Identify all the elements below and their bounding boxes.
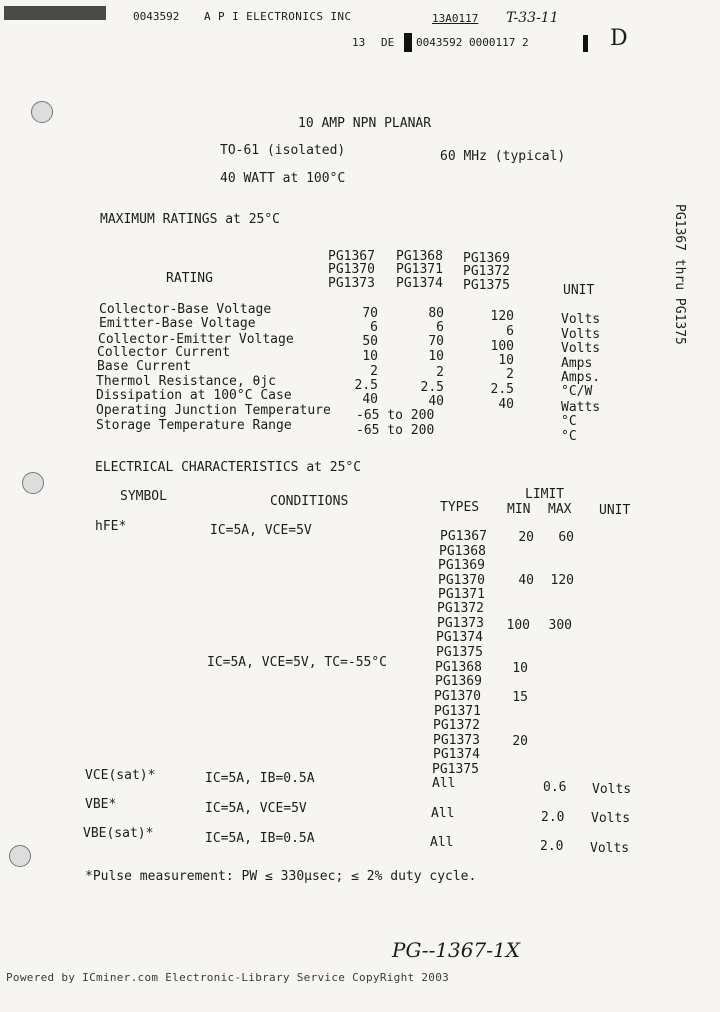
part-col1-row1: PG1367 bbox=[328, 249, 375, 264]
rating-name: Collector Current bbox=[97, 345, 231, 360]
rating-value: 2.5 bbox=[490, 382, 514, 397]
scan-artifact bbox=[4, 6, 106, 20]
rating-name: Collector-Emitter Voltage bbox=[98, 332, 294, 347]
vbe-sat-unit: Volts bbox=[590, 841, 630, 856]
rating-value: 100 bbox=[490, 339, 514, 354]
vce-sat-unit: Volts bbox=[592, 782, 632, 797]
header-doc-code: 13A0117 bbox=[432, 12, 479, 25]
hfe-min: 20 bbox=[512, 734, 528, 749]
rating-value: 70 bbox=[362, 306, 378, 321]
rating-value: 6 bbox=[436, 320, 444, 335]
col-min: MIN bbox=[507, 502, 531, 517]
header-codes: 0043592 0000117 2 bbox=[416, 36, 529, 49]
header-bar bbox=[583, 35, 588, 52]
header-de: DE bbox=[381, 36, 395, 49]
header-handwritten: T-33-11 bbox=[506, 10, 559, 26]
rating-header: RATING bbox=[166, 271, 213, 286]
type-item: PG1371 bbox=[434, 704, 481, 719]
rating-range: -65 to 200 bbox=[356, 408, 435, 423]
type-item: PG1370 bbox=[434, 689, 481, 704]
footer-credit: Powered by ICminer.com Electronic-Library Service CopyRight 2003 bbox=[6, 971, 450, 984]
rating-unit: °C bbox=[561, 414, 577, 429]
type-item: PG1369 bbox=[435, 674, 482, 689]
part-col3-row3: PG1375 bbox=[463, 278, 510, 293]
header-mark: D bbox=[610, 26, 628, 51]
part-col1-row2: PG1370 bbox=[328, 262, 375, 277]
max-ratings-heading: MAXIMUM RATINGS at 25°C bbox=[100, 212, 281, 227]
rating-name: Collector-Base Voltage bbox=[99, 302, 272, 317]
rating-unit: Volts bbox=[561, 312, 601, 327]
part-col1-row3: PG1373 bbox=[328, 276, 375, 291]
vce-sat-max: 0.6 bbox=[543, 780, 567, 795]
vbe-sat-type: All bbox=[430, 835, 454, 850]
rating-name: Storage Temperature Range bbox=[96, 418, 292, 433]
rating-value: 50 bbox=[362, 334, 378, 349]
vbe-sat-condition: IC=5A, IB=0.5A bbox=[205, 831, 315, 846]
vbe-unit: Volts bbox=[591, 811, 631, 826]
type-item: PG1372 bbox=[437, 601, 484, 616]
part-col2-row2: PG1371 bbox=[396, 262, 443, 277]
hfe-min: 40 bbox=[518, 573, 534, 588]
punch-hole-icon bbox=[22, 472, 44, 494]
part-col3-row2: PG1372 bbox=[463, 264, 510, 279]
hfe-min: 100 bbox=[506, 618, 530, 633]
hfe-condition-1: IC=5A, VCE=5V bbox=[210, 523, 312, 538]
rating-value: 70 bbox=[428, 334, 444, 349]
hfe-condition-2: IC=5A, VCE=5V, TC=-55°C bbox=[207, 655, 388, 670]
title-main: 10 AMP NPN PLANAR bbox=[298, 116, 432, 131]
side-part-range: PG1367 thru PG1375 bbox=[672, 204, 687, 345]
title-frequency: 60 MHz (typical) bbox=[440, 149, 566, 164]
vbe-condition: IC=5A, VCE=5V bbox=[205, 801, 307, 816]
type-item: PG1368 bbox=[439, 544, 486, 559]
vbe-symbol: VBE* bbox=[85, 797, 117, 812]
pulse-note: *Pulse measurement: PW ≤ 330µsec; ≤ 2% duty cycle. bbox=[85, 869, 477, 884]
type-item: PG1374 bbox=[433, 747, 480, 762]
rating-value: 6 bbox=[506, 324, 514, 339]
elec-heading: ELECTRICAL CHARACTERISTICS at 25°C bbox=[95, 460, 362, 475]
rating-value: 10 bbox=[498, 353, 514, 368]
col-max: MAX bbox=[548, 502, 572, 517]
punch-hole-icon bbox=[9, 845, 31, 867]
hfe-max: 120 bbox=[550, 573, 574, 588]
type-item: PG1370 bbox=[438, 573, 485, 588]
type-item: PG1373 bbox=[433, 733, 480, 748]
hfe-min: 20 bbox=[518, 530, 534, 545]
rating-value: 2 bbox=[370, 364, 378, 379]
rating-value: 120 bbox=[490, 309, 514, 324]
part-col2-row3: PG1374 bbox=[396, 276, 443, 291]
rating-value: 2 bbox=[506, 367, 514, 382]
rating-value: 40 bbox=[428, 394, 444, 409]
rating-range: -65 to 200 bbox=[356, 423, 435, 438]
hfe-min: 10 bbox=[512, 661, 528, 676]
rating-unit: Volts bbox=[561, 327, 601, 342]
rating-unit: °C/W bbox=[561, 384, 593, 399]
rating-value: 40 bbox=[498, 397, 514, 412]
handwritten-part: PG--1367-1X bbox=[392, 938, 520, 962]
header-company: A P I ELECTRONICS INC bbox=[204, 10, 352, 23]
header-num: 13 bbox=[352, 36, 366, 49]
rating-value: 2 bbox=[436, 365, 444, 380]
rating-name: Thermol Resistance, θjc bbox=[96, 374, 277, 389]
vbe-sat-symbol: VBE(sat)* bbox=[83, 826, 154, 841]
header-code-left: 0043592 bbox=[133, 10, 180, 23]
rating-unit: Amps. bbox=[561, 370, 601, 385]
rating-unit: Amps bbox=[561, 356, 593, 371]
type-item: PG1371 bbox=[438, 587, 485, 602]
rating-value: 2.5 bbox=[420, 380, 444, 395]
type-item: PG1367 bbox=[440, 529, 487, 544]
type-item: PG1369 bbox=[438, 558, 485, 573]
rating-value: 40 bbox=[362, 392, 378, 407]
hfe-max: 60 bbox=[558, 530, 574, 545]
rating-value: 6 bbox=[370, 320, 378, 335]
punch-hole-icon bbox=[31, 101, 53, 123]
rating-value: 10 bbox=[428, 349, 444, 364]
hfe-min: 15 bbox=[512, 690, 528, 705]
vce-sat-condition: IC=5A, IB=0.5A bbox=[205, 771, 315, 786]
rating-value: 2.5 bbox=[354, 378, 378, 393]
vce-sat-symbol: VCE(sat)* bbox=[85, 768, 156, 783]
hfe-max: 300 bbox=[548, 618, 572, 633]
col-unit: UNIT bbox=[599, 503, 631, 518]
type-item: PG1368 bbox=[435, 660, 482, 675]
vbe-sat-max: 2.0 bbox=[540, 839, 564, 854]
rating-unit: Volts bbox=[561, 341, 601, 356]
col-types: TYPES bbox=[440, 500, 480, 515]
vbe-type: All bbox=[431, 806, 455, 821]
rating-name: Emitter-Base Voltage bbox=[99, 316, 256, 331]
rating-name: Operating Junction Temperature bbox=[96, 403, 331, 418]
title-power: 40 WATT at 100°C bbox=[220, 171, 346, 186]
unit-header: UNIT bbox=[563, 283, 595, 298]
type-item: PG1372 bbox=[433, 718, 480, 733]
col-symbol: SYMBOL bbox=[120, 489, 167, 504]
type-item: PG1373 bbox=[437, 616, 484, 631]
vce-sat-type: All bbox=[432, 776, 456, 791]
type-item: PG1375 bbox=[432, 762, 479, 777]
hfe-symbol: hFE* bbox=[95, 519, 127, 534]
rating-unit: Watts bbox=[561, 400, 601, 415]
title-package: TO-61 (isolated) bbox=[220, 143, 346, 158]
type-item: PG1374 bbox=[436, 630, 483, 645]
rating-name: Base Current bbox=[97, 359, 191, 374]
rating-value: 80 bbox=[428, 306, 444, 321]
type-item: PG1375 bbox=[436, 645, 483, 660]
part-col3-row1: PG1369 bbox=[463, 251, 510, 266]
vbe-max: 2.0 bbox=[541, 810, 565, 825]
header-bar bbox=[404, 33, 412, 52]
rating-value: 10 bbox=[362, 349, 378, 364]
col-limit: LIMIT bbox=[525, 487, 565, 502]
col-conditions: CONDITIONS bbox=[270, 494, 349, 509]
rating-unit: °C bbox=[561, 429, 577, 444]
rating-name: Dissipation at 100°C Case bbox=[96, 388, 292, 403]
part-col2-row1: PG1368 bbox=[396, 249, 443, 264]
